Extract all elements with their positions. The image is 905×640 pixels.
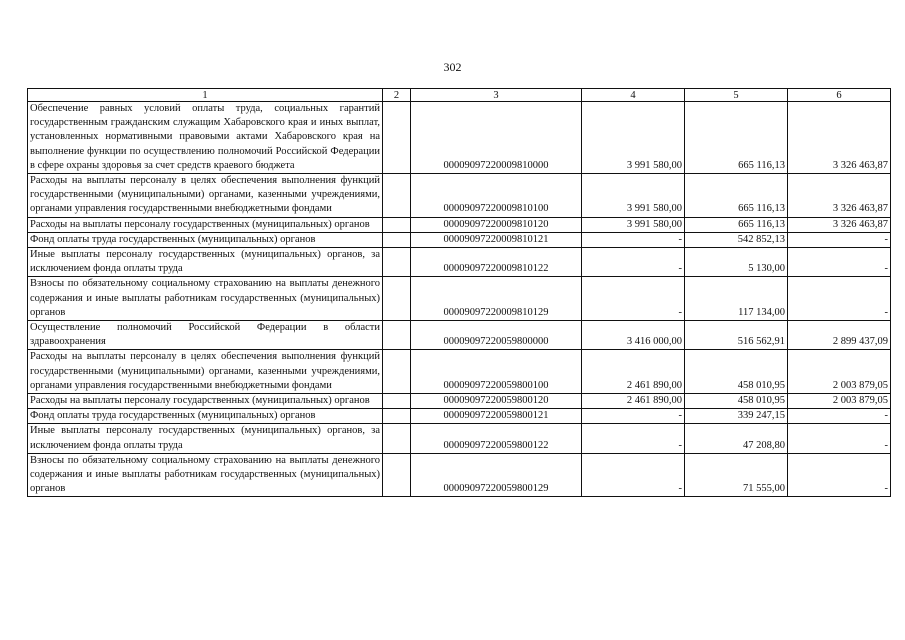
row-col5-cell: 47 208,80 [685,424,788,453]
row-name-cell: Расходы на выплаты персоналу государственных (муниципальных) органов [28,394,383,409]
row-col4-cell: - [582,277,685,321]
row-col5-cell: 516 562,91 [685,321,788,350]
table-row [28,453,891,497]
row-col6-cell: - [788,248,891,277]
row-col2-cell [383,217,411,232]
row-col5-cell: 458 010,95 [685,394,788,409]
table-row [28,232,891,247]
row-col2-cell [383,248,411,277]
row-col6-cell: - [788,453,891,497]
row-col2-cell [383,350,411,394]
row-col6-cell: - [788,232,891,247]
row-col4-cell: - [582,248,685,277]
table-row [28,248,891,277]
table-row [28,409,891,424]
row-col4-cell: 3 991 580,00 [582,174,685,218]
row-name-cell: Обеспечение равных условий оплаты труда, социальных гарантий государственным гражданским служащим Хабаровского края и иных выплат, установленных нормативными правовыми актами Хабаровского края на выполнение функции по осуществлению полномочий Российской Федерации в сфере охраны здоровья за счет средств краевого бюджета [28,102,383,174]
row-col4-cell: - [582,424,685,453]
row-col5-cell: 339 247,15 [685,409,788,424]
row-code-cell: 00009097220009810121 [411,232,582,247]
header-row [28,89,891,102]
row-col2-cell [383,232,411,247]
row-name-cell: Расходы на выплаты персоналу государственных (муниципальных) органов [28,217,383,232]
row-col4-cell: - [582,409,685,424]
row-col5-cell: 117 134,00 [685,277,788,321]
row-code-cell: 00009097220009810000 [411,102,582,174]
row-name-cell: Фонд оплаты труда государственных (муниципальных) органов [28,409,383,424]
row-col2-cell [383,409,411,424]
header-cell: 5 [685,89,788,102]
row-name-cell: Иные выплаты персоналу государственных (муниципальных) органов, за исключением фонда оплаты труда [28,424,383,453]
row-col6-cell: 3 326 463,87 [788,217,891,232]
row-code-cell: 00009097220009810122 [411,248,582,277]
row-col4-cell: 3 991 580,00 [582,217,685,232]
row-code-cell: 00009097220009810100 [411,174,582,218]
row-name-cell: Взносы по обязательному социальному страхованию на выплаты денежного содержания и иные выплаты работникам государственных (муниципальных) органов [28,277,383,321]
row-code-cell: 00009097220059800000 [411,321,582,350]
row-code-cell: 00009097220059800129 [411,453,582,497]
row-col4-cell: - [582,232,685,247]
row-col4-cell: 2 461 890,00 [582,394,685,409]
row-col5-cell: 542 852,13 [685,232,788,247]
row-col2-cell [383,424,411,453]
table-row [28,102,891,174]
row-col5-cell: 71 555,00 [685,453,788,497]
row-code-cell: 00009097220059800121 [411,409,582,424]
row-code-cell: 00009097220059800120 [411,394,582,409]
table-row [28,350,891,394]
table-row [28,321,891,350]
row-col5-cell: 665 116,13 [685,174,788,218]
row-col6-cell: - [788,409,891,424]
row-col4-cell: 3 991 580,00 [582,102,685,174]
row-col6-cell: - [788,277,891,321]
budget-table [27,88,891,497]
row-name-cell: Расходы на выплаты персоналу в целях обеспечения выполнения функций государственными (муниципальными) органами, казенными учреждениями, органами управления государственными внебюджетными фондами [28,350,383,394]
row-col2-cell [383,394,411,409]
row-col2-cell [383,453,411,497]
row-name-cell: Фонд оплаты труда государственных (муниципальных) органов [28,232,383,247]
row-col6-cell: 3 326 463,87 [788,174,891,218]
row-col5-cell: 458 010,95 [685,350,788,394]
row-code-cell: 00009097220059800122 [411,424,582,453]
table-row [28,174,891,218]
row-col5-cell: 5 130,00 [685,248,788,277]
table-row [28,424,891,453]
row-col2-cell [383,102,411,174]
row-name-cell: Расходы на выплаты персоналу в целях обеспечения выполнения функций государственными (муниципальными) органами, казенными учреждениями, органами управления государственными внебюджетными фондами [28,174,383,218]
table-row [28,217,891,232]
row-col6-cell: - [788,424,891,453]
row-col4-cell: 3 416 000,00 [582,321,685,350]
row-col6-cell: 3 326 463,87 [788,102,891,174]
row-col5-cell: 665 116,13 [685,217,788,232]
row-col2-cell [383,321,411,350]
table-body [28,89,891,497]
row-col4-cell: 2 461 890,00 [582,350,685,394]
row-col2-cell [383,174,411,218]
row-code-cell: 00009097220009810129 [411,277,582,321]
row-col6-cell: 2 003 879,05 [788,350,891,394]
header-cell: 2 [383,89,411,102]
row-col6-cell: 2 003 879,05 [788,394,891,409]
page-number: 302 [443,60,462,74]
table-row [28,394,891,409]
row-col2-cell [383,277,411,321]
table-row [28,277,891,321]
row-col5-cell: 665 116,13 [685,102,788,174]
header-cell: 1 [28,89,383,102]
row-code-cell: 00009097220059800100 [411,350,582,394]
row-col6-cell: 2 899 437,09 [788,321,891,350]
row-name-cell: Иные выплаты персоналу государственных (муниципальных) органов, за исключением фонда оплаты труда [28,248,383,277]
header-cell: 4 [582,89,685,102]
row-code-cell: 00009097220009810120 [411,217,582,232]
row-name-cell: Взносы по обязательному социальному страхованию на выплаты денежного содержания и иные выплаты работникам государственных (муниципальных) органов [28,453,383,497]
row-name-cell: Осуществление полномочий Российской Федерации в области здравоохранения [28,321,383,350]
header-cell: 3 [411,89,582,102]
header-cell: 6 [788,89,891,102]
row-col4-cell: - [582,453,685,497]
